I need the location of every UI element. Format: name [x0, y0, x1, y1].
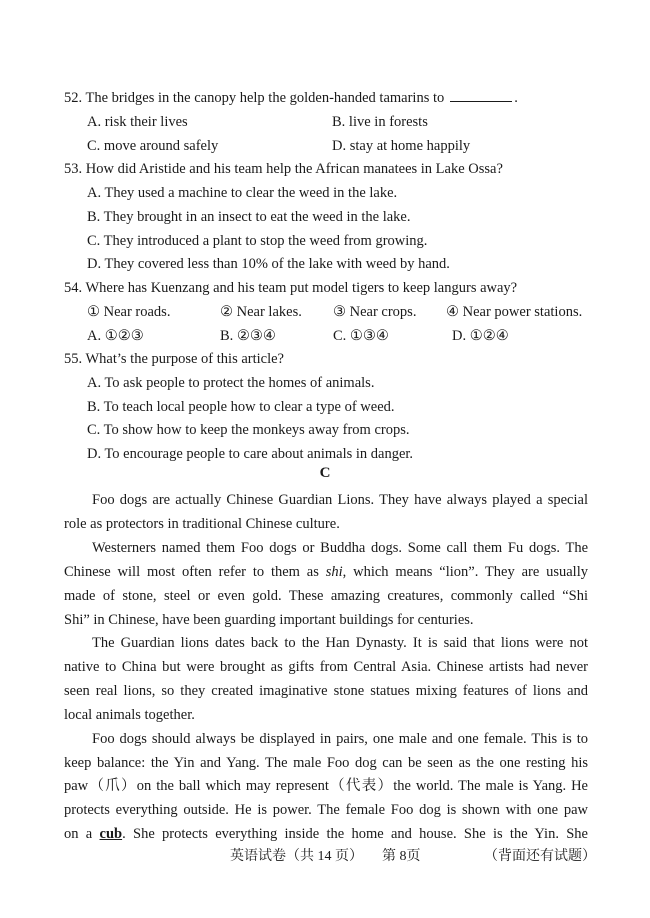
- passage-p4-line4: protects everything outside. He is power. The female Foo dog is shown with one paw: [64, 802, 588, 818]
- passage-p3-line4: local animals together.: [64, 707, 195, 723]
- option-55-a: A. To ask people to protect the homes of animals.: [87, 375, 375, 391]
- passage-p2-line3: made of stone, steel or even gold. These amazing creatures, commonly called “Shi: [64, 588, 588, 604]
- option-54-b: B. ②③④: [220, 328, 276, 344]
- passage-text: Chinese will most often refer to them as: [64, 564, 326, 580]
- passage-text: , which means “lion”. They are usually: [342, 564, 588, 580]
- passage-text: on a: [64, 826, 100, 842]
- passage-p4-line3: paw（爪）on the ball which may represent（代表）the world. The male is Yang. He: [64, 778, 588, 794]
- option-54-c: C. ①③④: [333, 328, 389, 344]
- footer-note: （背面还有试题）: [484, 849, 596, 864]
- passage-text: . She protects everything inside the home and house. She is the Yin. She: [122, 826, 588, 842]
- italic-word-shi: shi: [325, 564, 343, 580]
- item-54-1: ① Near roads.: [87, 304, 171, 320]
- item-54-4: ④ Near power stations.: [446, 304, 583, 320]
- footer-title: 英语试卷: [230, 849, 286, 864]
- option-54-a: A. ①②③: [87, 328, 144, 344]
- option-53-a: A. They used a machine to clear the weed in the lake.: [87, 185, 398, 201]
- answer-blank: [450, 89, 512, 102]
- question-55-stem: 55. What’s the purpose of this article?: [64, 351, 284, 367]
- passage-p4-line1: Foo dogs should always be displayed in pairs, one male and one female. This is to: [92, 731, 588, 747]
- question-52-period: .: [514, 90, 518, 106]
- option-53-c: C. They introduced a plant to stop the weed from growing.: [87, 233, 428, 249]
- passage-p1-line2: role as protectors in traditional Chinese culture.: [64, 516, 340, 532]
- footer-page-count: （共 14 页）: [286, 849, 363, 864]
- question-53-stem: 53. How did Aristide and his team help the African manatees in Lake Ossa?: [64, 161, 503, 177]
- option-53-d: D. They covered less than 10% of the lake with weed by hand.: [87, 256, 450, 272]
- passage-p2-line2: [64, 562, 588, 582]
- option-52-b: B. live in forests: [332, 114, 428, 130]
- section-heading: C: [319, 465, 331, 481]
- item-54-3: ③ Near crops.: [333, 304, 417, 320]
- footer-page-number: 第 8页: [382, 849, 421, 864]
- option-55-b: B. To teach local people how to clear a type of weed.: [87, 399, 395, 415]
- option-52-d: D. stay at home happily: [332, 138, 471, 154]
- option-54-d: D. ①②④: [452, 328, 509, 344]
- passage-p2-line4: Shi” in Chinese, have been guarding important buildings for centuries.: [64, 612, 474, 628]
- option-55-d: D. To encourage people to care about animals in danger.: [87, 446, 414, 462]
- keyword-cub: cub: [99, 826, 123, 842]
- passage-p2-line1: Westerners named them Foo dogs or Buddha dogs. Some call them Fu dogs. The: [92, 540, 588, 556]
- passage-p4-line2: keep balance: the Yin and Yang. The male Foo dog can be seen as the one resting his: [64, 755, 588, 771]
- question-54-stem: 54. Where has Kuenzang and his team put model tigers to keep langurs away?: [64, 280, 518, 296]
- passage-p3-line1: The Guardian lions dates back to the Han Dynasty. It is said that lions were not: [92, 635, 588, 651]
- option-52-a: A. risk their lives: [87, 114, 188, 130]
- passage-p3-line3: seen real lions, so they created imaginative stone statues mixing features of lions and: [64, 683, 588, 699]
- passage-p4-line5: [64, 824, 588, 844]
- item-54-2: ② Near lakes.: [220, 304, 302, 320]
- question-52-text: 52. The bridges in the canopy help the golden-handed tamarins to: [64, 90, 445, 106]
- option-52-c: C. move around safely: [87, 138, 219, 154]
- passage-p3-line2: native to China but were brought as gifts from Central Asia. Chinese artists had never: [64, 659, 588, 675]
- option-55-c: C. To show how to keep the monkeys away from crops.: [87, 422, 410, 438]
- question-52-stem: [64, 88, 518, 108]
- option-53-b: B. They brought in an insect to eat the weed in the lake.: [87, 209, 411, 225]
- passage-p1-line1: Foo dogs are actually Chinese Guardian Lions. They have always played a special: [92, 492, 588, 508]
